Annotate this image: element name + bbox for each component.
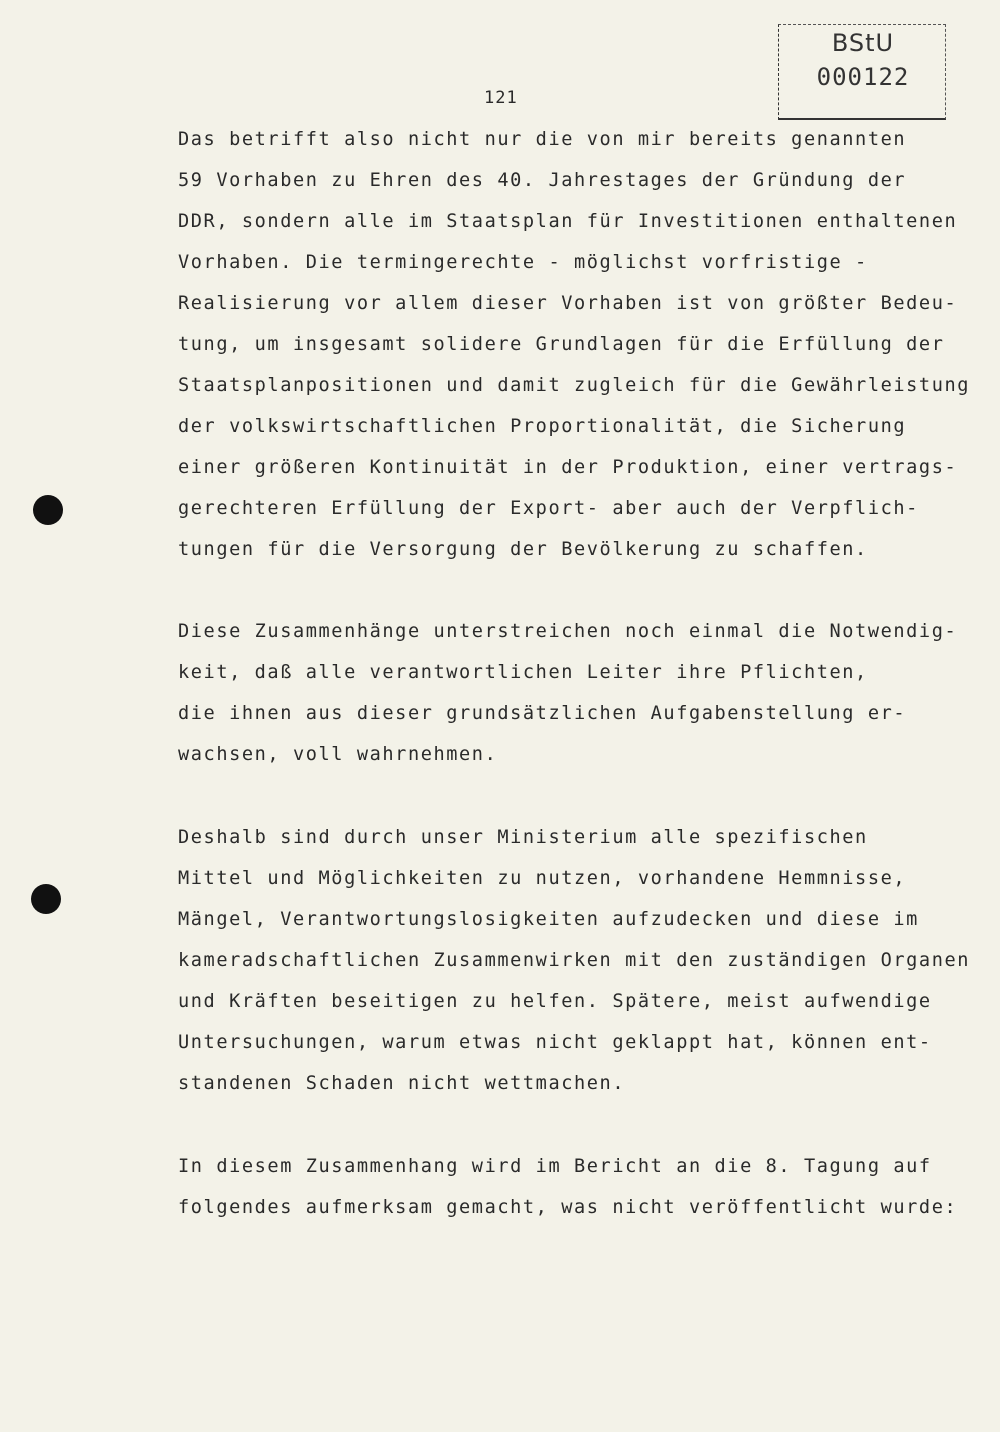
text-line: Mittel und Möglichkeiten zu nutzen, vorhandene Hemmnisse,	[178, 868, 907, 889]
page-number: 121	[484, 88, 518, 108]
text-line: der volkswirtschaftlichen Proportionalität, die Sicherung	[178, 416, 907, 437]
text-line: Deshalb sind durch unser Ministerium alle spezifischen	[178, 827, 868, 848]
text-line: keit, daß alle verantwortlichen Leiter ihre Pflichten,	[178, 662, 868, 683]
text-line: In diesem Zusammenhang wird im Bericht an die 8. Tagung auf	[178, 1156, 932, 1177]
text-line: folgendes aufmerksam gemacht, was nicht veröffentlicht wurde:	[178, 1197, 958, 1218]
text-line: 59 Vorhaben zu Ehren des 40. Jahrestages der Gründung der	[178, 170, 907, 191]
text-line: Untersuchungen, warum etwas nicht geklappt hat, können ent-	[178, 1032, 932, 1053]
text-line: Diese Zusammenhänge unterstreichen noch einmal die Notwendig-	[178, 621, 958, 642]
text-line: gerechteren Erfüllung der Export- aber auch der Verpflich-	[178, 498, 919, 519]
text-line: Vorhaben. Die termingerechte - möglichst vorfristige -	[178, 252, 868, 273]
text-line: die ihnen aus dieser grundsätzlichen Aufgabenstellung er-	[178, 703, 907, 724]
text-line: tungen für die Versorgung der Bevölkerung zu schaffen.	[178, 539, 868, 560]
text-line: DDR, sondern alle im Staatsplan für Investitionen enthaltenen	[178, 211, 958, 232]
text-line: standenen Schaden nicht wettmachen.	[178, 1073, 626, 1094]
stamp-archive-label: BStU	[831, 29, 895, 57]
stamp-document-number: 000122	[816, 63, 910, 91]
archive-stamp	[778, 24, 946, 120]
text-line: Mängel, Verantwortungslosigkeiten aufzudecken und diese im	[178, 909, 919, 930]
punch-hole-lower	[31, 884, 61, 914]
text-line: und Kräften beseitigen zu helfen. Spätere, meist aufwendige	[178, 991, 932, 1012]
text-line: Staatsplanpositionen und damit zugleich für die Gewährleistung	[178, 375, 971, 396]
text-line: wachsen, voll wahrnehmen.	[178, 744, 498, 765]
text-line: Realisierung vor allem dieser Vorhaben ist von größter Bedeu-	[178, 293, 958, 314]
punch-hole-upper	[33, 495, 63, 525]
text-line: Das betrifft also nicht nur die von mir bereits genannten	[178, 129, 907, 150]
text-line: tung, um insgesamt solidere Grundlagen für die Erfüllung der	[178, 334, 945, 355]
text-line: kameradschaftlichen Zusammenwirken mit den zuständigen Organen	[178, 950, 971, 971]
text-line: einer größeren Kontinuität in der Produktion, einer vertrags-	[178, 457, 958, 478]
